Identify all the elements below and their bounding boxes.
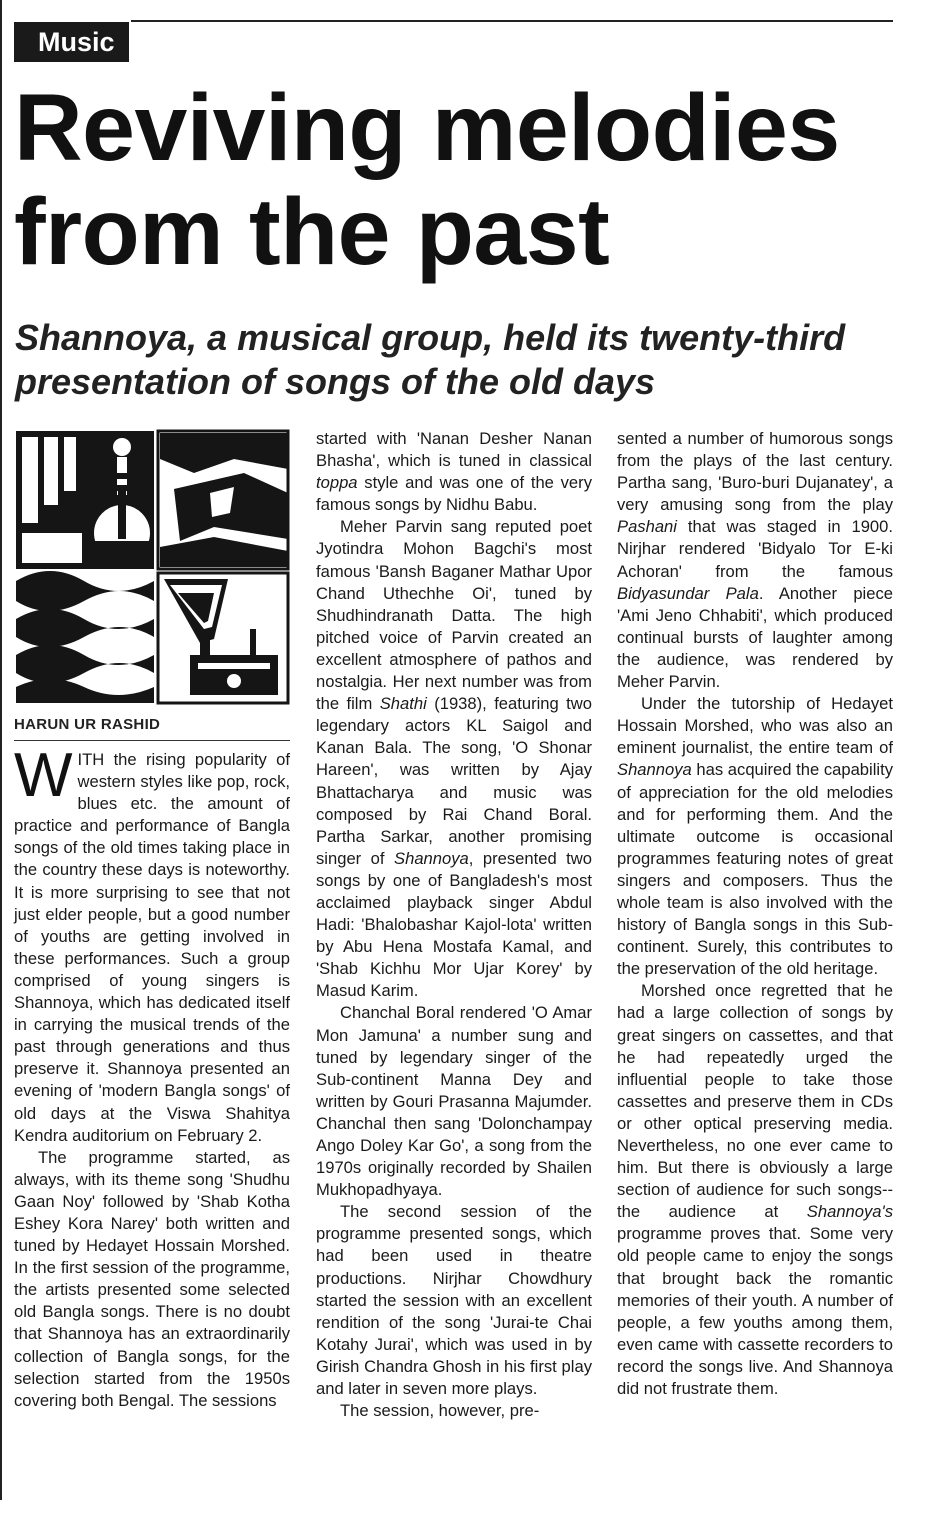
subheadline [15, 316, 905, 404]
drop-cap: W [14, 741, 73, 810]
article-column-1 [14, 741, 290, 1412]
paragraph-5: The second session of the programme presented songs, which had been used in theatre productions. Nirjhar Chowdhury started the session with an excellent rendition of the song 'Jurai-te Chai Kotahy Jurai', which was used in by Girish Chandra Ghosh in his first play and later in seven more plays. [316, 1202, 592, 1399]
headline-line-1: Reviving melodies [14, 75, 840, 181]
paragraph-6-continued: sented a number of humorous songs from the plays of the last century. Partha sang, 'Buro-buri Dujanatey', a very amusing song from the play Pashani that was staged in 1900. Nirjhar rendered 'Bidyalo Tor E-ki Achoran' from the famous Bidyasundar Pala. Another piece 'Ami Jeno Chhabiti', which produced continual bursts of laughter among the audience, was rendered by Meher Parvin. [617, 429, 893, 692]
top-rule [131, 20, 893, 22]
section-tag: Music [14, 22, 129, 62]
paragraph-3: Meher Parvin sang reputed poet Jyotindra Mohon Bagchi's most famous 'Bansh Baganer Mathar Upor Chand Uthechhe Oi', tuned by Shudhindranath Datta. The high pitched voice of Parvin created an excellent atmosphere of pathos and nostalgia. Her next number was from the film Shathi (1938), featuring two legendary actors KL Saigol and Kanan Bala. The song, 'O Shonar Hareen', was written by Ajay Bhattacharya and music was composed by Rai Chand Boral. Partha Sarkar, another promising singer of Shannoya, presented two songs by one of Bangladesh's most acclaimed playback singer Abdul Hadi: 'Bhalobashar Kajol-lota' written by Abu Hena Mostafa Kamal, and 'Shab Kichhu Mor Ujar Korey' by Masud Karim. [316, 517, 592, 1001]
gramophone-panel [158, 573, 288, 703]
music-illustration [14, 429, 290, 705]
sitar-panel [16, 431, 154, 569]
paragraph-1: WITH the rising popularity of western styles like pop, rock, blues etc. the amount of practice and performance of Bangla songs of the old times taking place in the country these days is noteworthy. It is more surprising to see that not just elder people, but a good number of youths are getting involved in these performances. Such a group comprised of young singers is Shannoya, which has dedicated itself in carrying the musical trends of the past through generations and thus preserve it. Shannoya presented an evening of 'modern Bangla songs' of old days at the Viswa Shahitya Kendra auditorium on February 2. [14, 741, 290, 1145]
article-column-2 [316, 428, 592, 1422]
article-column-3 [617, 428, 893, 1400]
paragraph-8: Morshed once regretted that he had a large collection of songs by great singers on cassettes, and that he had repeatedly urged the influential people to take those cassettes and preserve them in CDs or other optical preserving media. Nevertheless, no one ever came to him. But there is obviously a large section of audience for such songs--the audience at Shannoya's programme proves that. Some very old people came to enjoy the songs that brought back the romantic memories of their youth. A number of people, a few youths among them, even came with cassette recorders to record the songs live. And Shannoya did not frustrate them. [617, 981, 893, 1399]
stage-panel [158, 431, 288, 569]
byline: HARUN UR RASHID [14, 716, 161, 733]
paragraph-7: Under the tutorship of Hedayet Hossain Morshed, who was also an eminent journalist, the entire team of Shannoya has acquired the capability of appreciation for the old melodies and for performing them. And the ultimate outcome is occasional programmes featuring notes of great singers and composers. Thus the whole team is also involved with the history of Bangla songs in this Sub-continent. Surely, this contributes to the preservation of the old heritage. [617, 694, 893, 979]
paragraph-2: The programme started, as always, with its theme song 'Shudhu Gaan Noy' followed by 'Shab Kotha Eshey Kora Narey' both written and tuned by Hedayet Hossain Morshed. In the first session of the programme, the artists presented some selected old Bangla songs. There is no doubt that Shannoya has an extraordinarily collection of Bangla songs, for the selection started from the 1950s covering both Bengal. The sessions [14, 1147, 290, 1410]
paragraph-4: Chanchal Boral rendered 'O Amar Mon Jamuna' a number sung and tuned by legendary singer of the Sub-continent Manna Dey and written by Gouri Prasanna Majumder. Chanchal then sang 'Dolonchampay Ango Doley Kar Go', a song from the 1970s originally recorded by Shailen Mukhopadhyaya. [316, 1003, 592, 1200]
paragraph-6: The session, however, pre- [340, 1401, 540, 1421]
subheadline-line-1: Shannoya, a musical group, held its twenty-third [15, 317, 846, 358]
paragraph-2-continued: started with 'Nanan Desher Nanan Bhasha', which is tuned in classical toppa style and was one of the very famous songs by Nidhu Babu. [316, 429, 592, 515]
headline-line-2: from the past [14, 179, 610, 285]
waves-panel [16, 571, 154, 703]
subheadline-line-2: presentation of songs of the old days [15, 361, 656, 402]
left-column-rule [0, 0, 2, 1500]
headline [14, 76, 914, 284]
